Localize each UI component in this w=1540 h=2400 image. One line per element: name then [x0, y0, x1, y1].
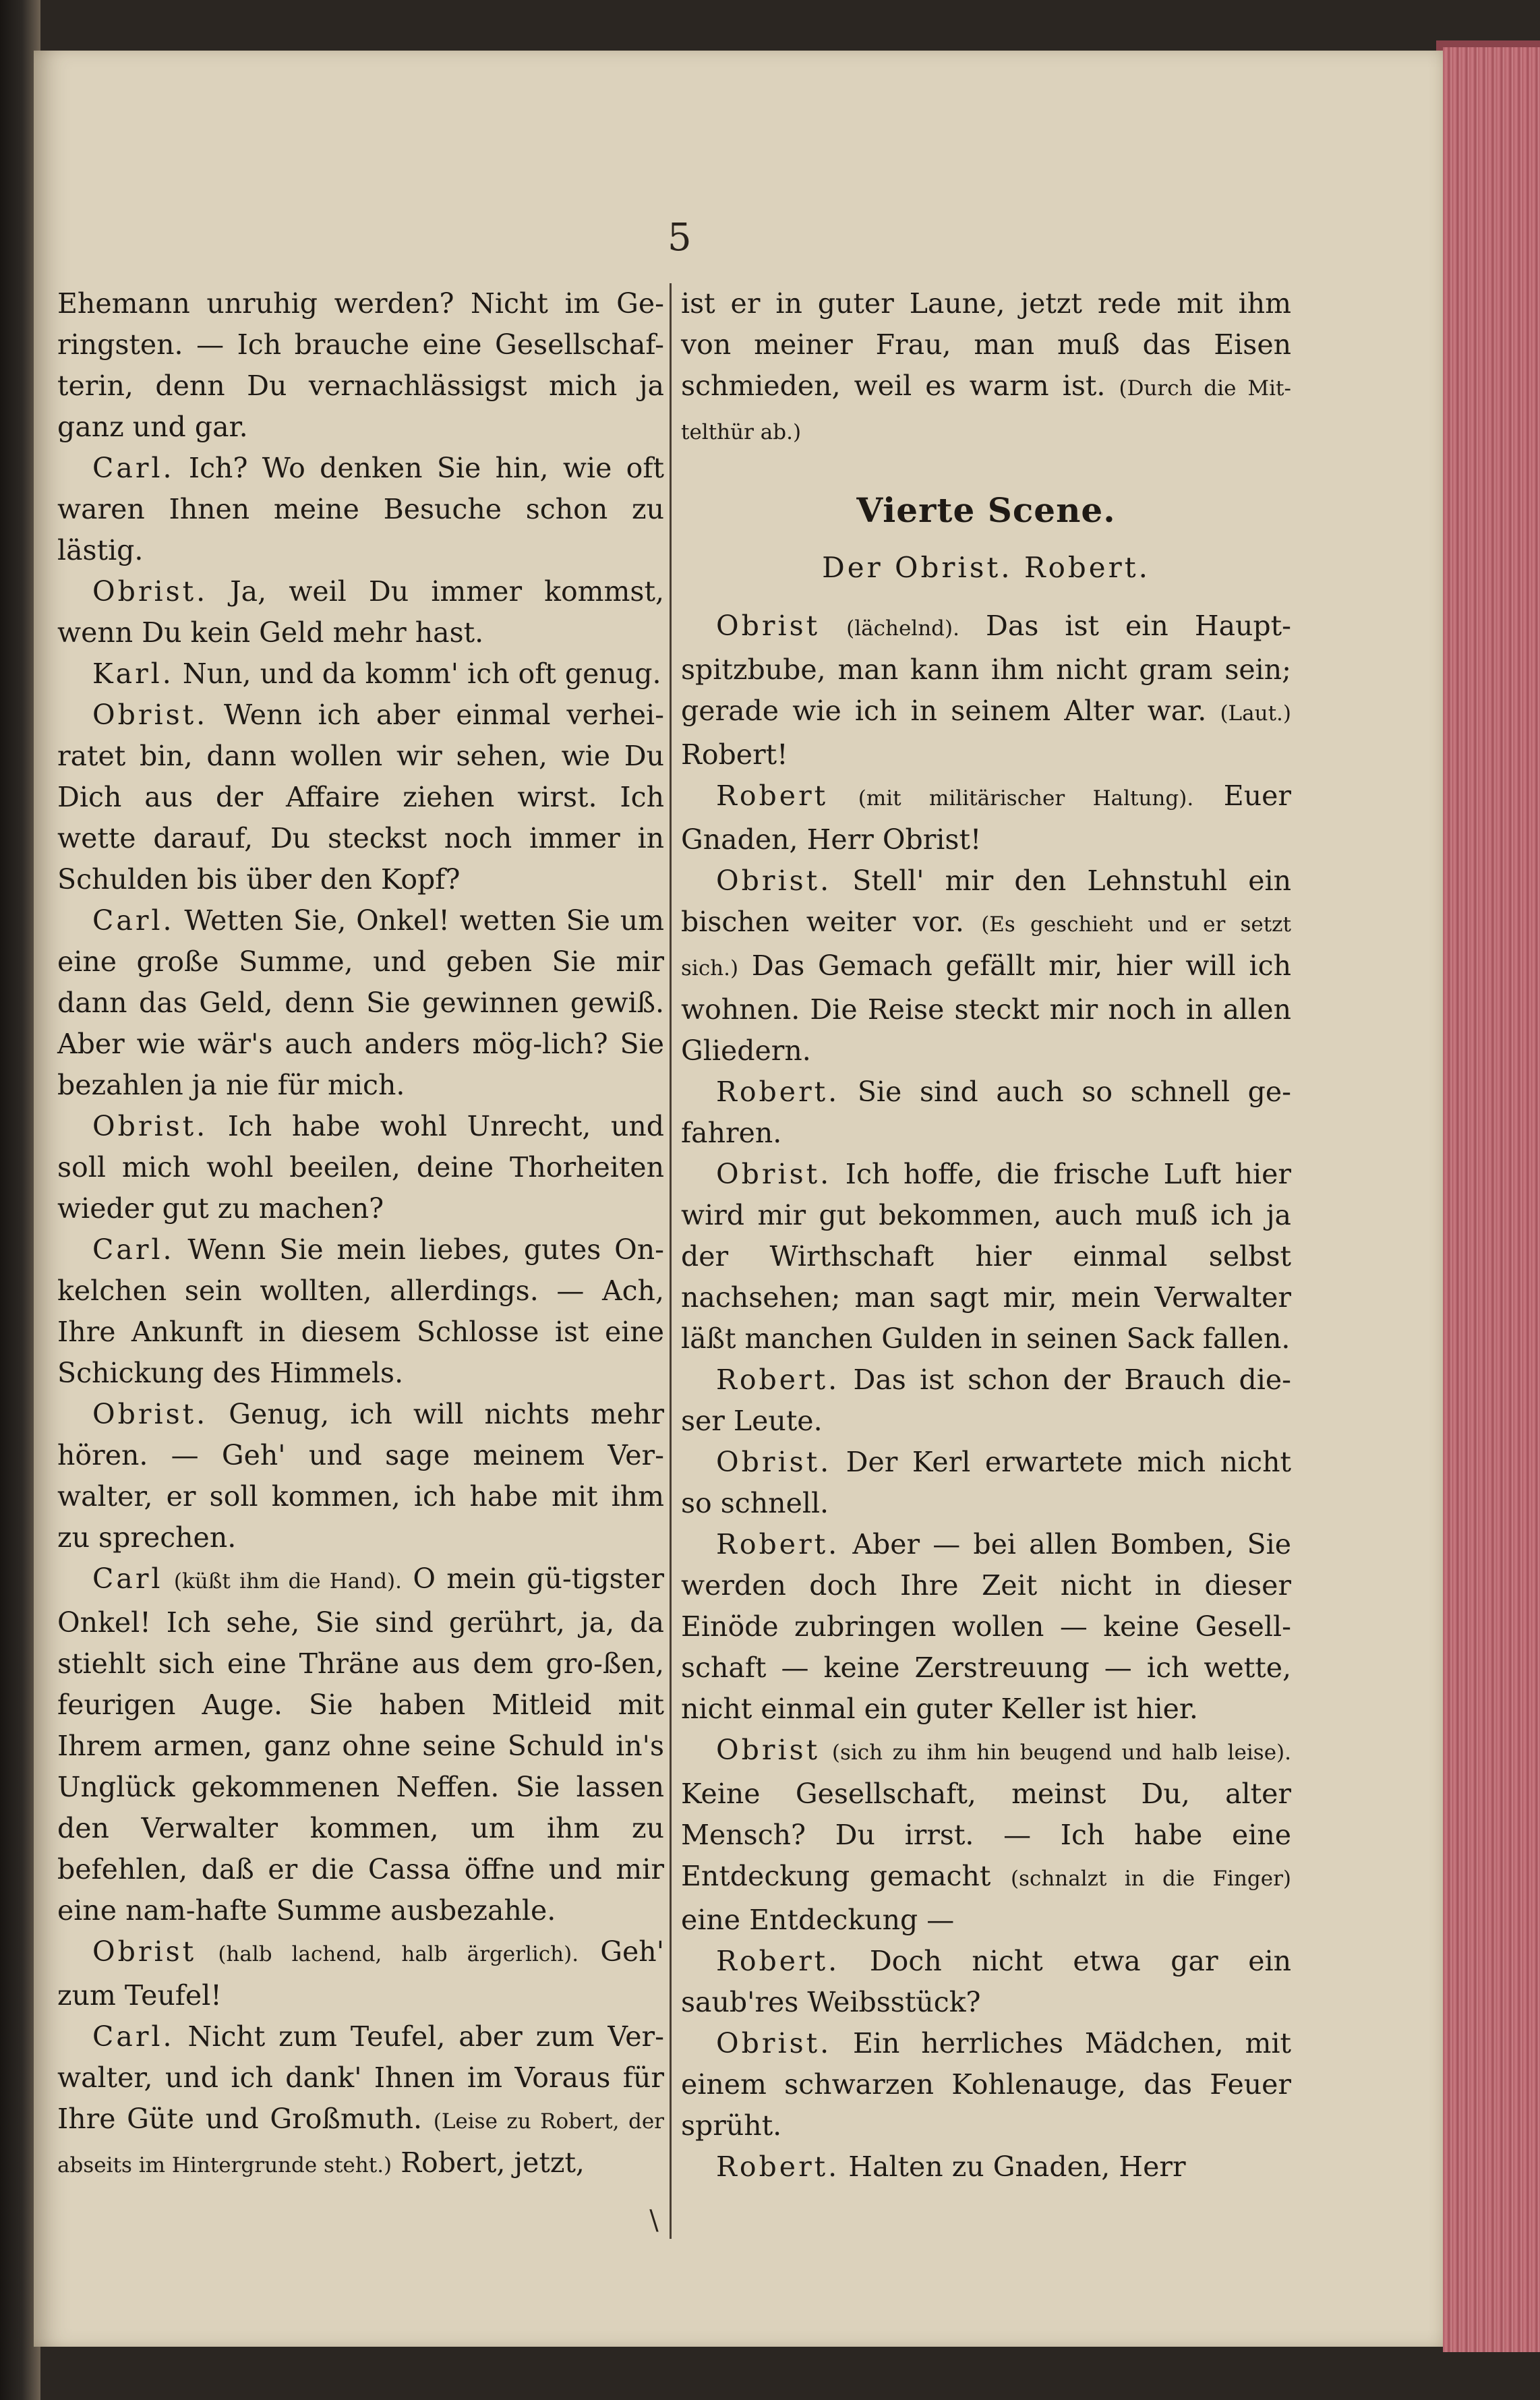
- speaker-name: Robert: [716, 780, 829, 812]
- dialogue-paragraph: [57, 653, 664, 695]
- dialogue-text: Euer Gnaden, Herr Obrist!: [681, 780, 1291, 856]
- dialogue-paragraph: [681, 1941, 1291, 2023]
- dialogue-paragraph: [681, 606, 1291, 775]
- dialogue-text: Aber — bei allen Bomben, Sie werden doch Ihre Zeit nicht in dieser Einöde zubringen wollen — keine Gesell-schaft — keine Zerstreuung — ich wette, nicht einmal ein guter Keller ist hier.: [681, 1528, 1291, 1725]
- speaker-name: Robert.: [716, 1945, 840, 1977]
- dialogue-text: Genug, ich will nichts mehr hören. — Geh' und sage meinem Ver-walter, er soll kommen, ich habe mit ihm zu sprechen.: [57, 1398, 664, 1554]
- speaker-name: Obrist.: [92, 1110, 208, 1142]
- dialogue-paragraph: [681, 775, 1291, 860]
- stage-direction: (Es geschieht und er setzt sich.): [681, 912, 1291, 981]
- dialogue-text: Ich habe wohl Unrecht, und soll mich wohl beeilen, deine Thorheiten wieder gut zu machen?: [57, 1110, 664, 1225]
- speaker-name: Robert.: [716, 2150, 840, 2183]
- red-page-edges: [1443, 47, 1540, 2353]
- speaker-name: Robert.: [716, 1528, 840, 1560]
- dialogue-paragraph: [57, 1394, 664, 1558]
- speaker-name: Carl.: [92, 2020, 175, 2053]
- dialogue-paragraph: [57, 2016, 664, 2186]
- dialogue-text: Geh' zum Teufel!: [57, 1935, 664, 2012]
- stage-direction: (Durch die Mit-telthür ab.): [681, 376, 1291, 444]
- dialogue-paragraph: [681, 2146, 1291, 2188]
- dialogue-paragraph: [57, 571, 664, 653]
- speaker-name: Obrist.: [92, 699, 208, 731]
- dialogue-paragraph: [681, 1730, 1291, 1941]
- dialogue-paragraph: [57, 1229, 664, 1394]
- stage-direction: (lächelnd).: [846, 616, 959, 641]
- speaker-name: Robert.: [716, 1076, 840, 1108]
- dialogue-paragraph: [681, 860, 1291, 1072]
- dialogue-text: Keine Gesellschaft, meinst Du, alter Mensch? Du irrst. — Ich habe eine Entdeckung gemacht: [681, 1778, 1291, 1892]
- speaker-name: Obrist: [716, 610, 821, 642]
- dialogue-text: Halten zu Gnaden, Herr: [848, 2150, 1186, 2183]
- scene-title: Vierte Scene.: [856, 490, 1116, 530]
- page-number: 5: [668, 216, 692, 260]
- speaker-name: Carl.: [92, 452, 175, 484]
- dialogue-text: Ich? Wo denken Sie hin, wie oft waren Ihnen meine Besuche schon zu lästig.: [57, 452, 664, 566]
- dialogue-paragraph: [57, 900, 664, 1106]
- stage-direction: (küßt ihm die Hand).: [173, 1569, 402, 1593]
- dialogue-text: Das ist schon der Brauch die-ser Leute.: [681, 1364, 1291, 1437]
- scene-cast: Der Obrist. Robert.: [822, 551, 1150, 584]
- dialogue-text: Robert!: [681, 738, 788, 771]
- dialogue-text: Ich hoffe, die frische Luft hier wird mir gut bekommen, auch muß ich ja der Wirthschaft hier einmal selbst nachsehen; man sagt mir, mein Verwalter läßt manchen Gulden in seinen Sack fallen.: [681, 1158, 1291, 1355]
- dialogue-text: ist er in guter Laune, jetzt rede mit ihm von meiner Frau, man muß das Eisen schmieden, weil es warm ist.: [681, 287, 1291, 402]
- stage-direction: (mit militärischer Haltung).: [858, 786, 1194, 811]
- dialogue-paragraph: [681, 1442, 1291, 1524]
- dialogue-paragraph: [681, 1524, 1291, 1730]
- footer-signature-mark: \: [649, 2205, 659, 2236]
- dialogue-text: Wenn ich aber einmal verhei-ratet bin, dann wollen wir sehen, wie Du Dich aus der Affaire ziehen wirst. Ich wette darauf, Du steckst noch immer in Schulden bis über den Kopf?: [57, 699, 664, 896]
- right-column-bottom: [681, 606, 1291, 2188]
- dialogue-text: Robert, jetzt,: [401, 2146, 585, 2179]
- dialogue-paragraph: [681, 2023, 1291, 2146]
- stage-direction: (schnalzt in die Finger): [1010, 1867, 1291, 1891]
- right-column-top: [681, 283, 1291, 453]
- dialogue-paragraph: [681, 283, 1291, 453]
- speaker-name: Obrist: [716, 1734, 821, 1766]
- dialogue-text: Ehemann unruhig werden? Nicht im Ge-ringsten. — Ich brauche eine Gesellschaf-terin, denn Du vernachlässigst mich ja ganz und gar.: [57, 287, 664, 443]
- speaker-name: Obrist: [92, 1935, 197, 1968]
- dialogue-paragraph: [57, 695, 664, 900]
- dialogue-paragraph: [681, 1154, 1291, 1359]
- speaker-name: Carl: [92, 1562, 163, 1595]
- left-column: [57, 283, 664, 2186]
- dialogue-text: Wenn Sie mein liebes, gutes On-kelchen sein wollten, allerdings. — Ach, Ihre Ankunft in diesem Schlosse ist eine Schickung des Himmels.: [57, 1233, 664, 1389]
- speaker-name: Robert.: [716, 1364, 840, 1396]
- dialogue-text: Nun, und da komm' ich oft genug.: [182, 657, 661, 690]
- dialogue-paragraph: [57, 1106, 664, 1229]
- stage-direction: (Laut.): [1220, 701, 1291, 726]
- dialogue-paragraph: [57, 1931, 664, 2016]
- speaker-name: Obrist.: [716, 2027, 832, 2059]
- dialogue-paragraph: [57, 283, 664, 448]
- dialogue-paragraph: [57, 448, 664, 571]
- dialogue-text: Der Kerl erwartete mich nicht so schnell.: [681, 1446, 1291, 1519]
- dialogue-text: Sie sind auch so schnell ge-fahren.: [681, 1076, 1291, 1149]
- speaker-name: Obrist.: [716, 1446, 832, 1478]
- dialogue-paragraph: [681, 1072, 1291, 1154]
- speaker-name: Obrist.: [716, 1158, 832, 1190]
- speaker-name: Carl.: [92, 1233, 175, 1266]
- speaker-name: Obrist.: [92, 575, 208, 608]
- dialogue-text: Stell' mir den Lehnstuhl ein bischen weiter vor.: [681, 865, 1291, 938]
- dialogue-text: O mein gü-tigster Onkel! Ich sehe, Sie sind gerührt, ja, da stiehlt sich eine Thräne aus dem gro-ßen, feurigen Auge. Sie haben Mitleid mit Ihrem armen, ganz ohne seine Schuld in's Unglück gekommenen Neffen. Sie lassen den Verwalter kommen, um ihm zu befehlen, daß er die Cassa öffne und mir eine nam-hafte Summe ausbezahle.: [57, 1562, 664, 1927]
- speaker-name: Karl.: [92, 657, 174, 690]
- speaker-name: Obrist.: [716, 865, 832, 897]
- speaker-name: Carl.: [92, 904, 175, 937]
- dialogue-paragraph: [681, 1359, 1291, 1442]
- dialogue-text: Ja, weil Du immer kommst, wenn Du kein Geld mehr hast.: [57, 575, 664, 649]
- dialogue-text: Das ist ein Haupt-spitzbube, man kann ihm nicht gram sein; gerade wie ich in seinem Alter war.: [681, 610, 1291, 727]
- dialogue-paragraph: [57, 1558, 664, 1931]
- right-column: [681, 283, 1291, 2188]
- column-divider: [670, 283, 672, 2239]
- dialogue-text: Nicht zum Teufel, aber zum Ver-walter, und ich dank' Ihnen im Voraus für Ihre Güte und Großmuth.: [57, 2020, 664, 2135]
- stage-direction: (halb lachend, halb ärgerlich).: [218, 1942, 579, 1966]
- stage-direction: (Leise zu Robert, der abseits im Hintergrunde steht.): [57, 2109, 665, 2177]
- dialogue-text: Ein herrliches Mädchen, mit einem schwarzen Kohlenauge, das Feuer sprüht.: [681, 2027, 1291, 2142]
- stage-direction: (sich zu ihm hin beugend und halb leise).: [831, 1740, 1291, 1765]
- dialogue-text: Wetten Sie, Onkel! wetten Sie um eine große Summe, und geben Sie mir dann das Geld, denn Sie gewinnen gewiß. Aber wie wär's auch anders mög-lich? Sie bezahlen ja nie für mich.: [57, 904, 664, 1101]
- dialogue-text: Das Gemach gefällt mir, hier will ich wohnen. Die Reise steckt mir noch in allen Gliedern.: [681, 949, 1291, 1067]
- dialogue-text: Doch nicht etwa gar ein saub'res Weibsstück?: [681, 1945, 1291, 2018]
- dialogue-text: eine Entdeckung —: [681, 1904, 955, 1936]
- page-edges-bottom: [1443, 2352, 1540, 2400]
- speaker-name: Obrist.: [92, 1398, 208, 1430]
